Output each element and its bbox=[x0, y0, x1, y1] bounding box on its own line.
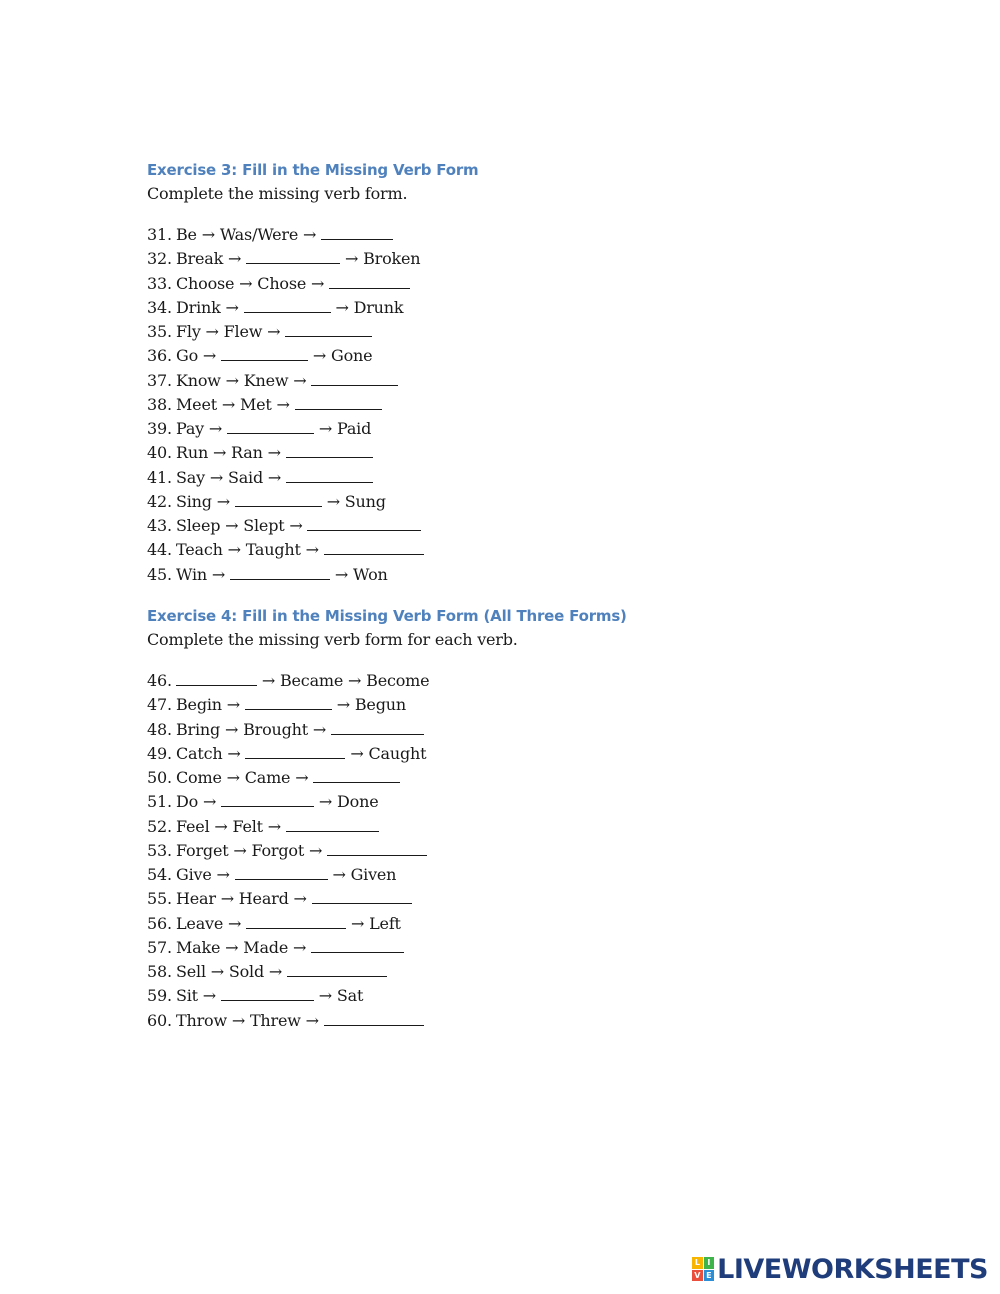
arrow-icon: → bbox=[300, 540, 324, 560]
verb-form: Forget bbox=[176, 840, 229, 860]
answer-blank[interactable] bbox=[245, 695, 332, 710]
arrow-icon: → bbox=[331, 695, 355, 715]
verb-form: Leave bbox=[176, 913, 224, 933]
verb-item bbox=[147, 839, 627, 863]
item-number: 49. bbox=[147, 743, 172, 763]
verb-form: Drink bbox=[176, 297, 221, 317]
answer-blank[interactable] bbox=[286, 443, 373, 458]
verb-form: Teach bbox=[176, 540, 223, 560]
item-number: 45. bbox=[147, 564, 172, 584]
arrow-icon: → bbox=[314, 419, 337, 438]
verb-form: Begin bbox=[176, 695, 222, 715]
answer-blank[interactable] bbox=[244, 298, 331, 313]
item-number: 40. bbox=[147, 443, 172, 463]
verb-item bbox=[147, 936, 627, 960]
arrow-icon: → bbox=[306, 273, 330, 293]
verb-form: Say bbox=[176, 467, 205, 487]
verb-form: Make bbox=[176, 937, 221, 957]
arrow-icon: → bbox=[220, 516, 244, 535]
verb-item bbox=[147, 417, 478, 441]
arrow-icon: → bbox=[263, 467, 286, 487]
logo-badge-letter: L bbox=[692, 1257, 703, 1269]
arrow-icon: → bbox=[327, 865, 351, 884]
verb-item bbox=[147, 742, 627, 766]
exercise-4-items bbox=[147, 669, 627, 1033]
item-number: 51. bbox=[147, 792, 172, 812]
arrow-icon: → bbox=[264, 962, 287, 981]
arrow-icon: → bbox=[257, 671, 280, 690]
item-number: 46. bbox=[147, 671, 172, 690]
verb-form: Run bbox=[176, 443, 209, 463]
arrow-icon: → bbox=[205, 962, 229, 981]
verb-form: Sing bbox=[176, 491, 212, 511]
verb-form: Came bbox=[244, 768, 291, 787]
verb-form: Bring bbox=[176, 719, 221, 739]
verb-form: Be bbox=[176, 225, 197, 244]
item-number: 60. bbox=[147, 1010, 172, 1030]
arrow-icon: → bbox=[221, 768, 245, 787]
verb-item bbox=[147, 466, 478, 490]
verb-item bbox=[147, 538, 478, 562]
verb-item bbox=[147, 247, 478, 271]
answer-blank[interactable] bbox=[295, 395, 382, 410]
answer-blank[interactable] bbox=[331, 720, 424, 735]
item-number: 43. bbox=[147, 516, 172, 535]
verb-form: Paid bbox=[337, 419, 372, 438]
answer-blank[interactable] bbox=[307, 516, 421, 531]
verb-item bbox=[147, 887, 627, 911]
answer-blank[interactable] bbox=[286, 468, 373, 483]
arrow-icon: → bbox=[197, 986, 221, 1006]
verb-form: Come bbox=[176, 768, 222, 787]
arrow-icon: → bbox=[220, 370, 244, 390]
exercise-3-items bbox=[147, 223, 478, 587]
answer-blank[interactable] bbox=[235, 492, 322, 507]
verb-form: Knew bbox=[243, 370, 289, 390]
verb-form: Sit bbox=[176, 986, 198, 1006]
arrow-icon: → bbox=[228, 840, 252, 860]
answer-blank[interactable] bbox=[245, 744, 345, 759]
arrow-icon: → bbox=[290, 768, 314, 787]
item-number: 34. bbox=[147, 297, 172, 317]
item-number: 39. bbox=[147, 419, 172, 438]
verb-form: Left bbox=[369, 913, 401, 933]
logo-badge-icon bbox=[692, 1257, 714, 1281]
verb-form: Forgot bbox=[251, 840, 305, 860]
verb-item bbox=[147, 718, 627, 742]
verb-form: Caught bbox=[368, 743, 427, 763]
verb-item bbox=[147, 563, 478, 587]
verb-form: Done bbox=[337, 792, 379, 812]
arrow-icon: → bbox=[222, 743, 246, 763]
arrow-icon: → bbox=[204, 419, 228, 438]
answer-blank[interactable] bbox=[227, 419, 314, 434]
verb-form: Feel bbox=[176, 816, 210, 836]
verb-form: Break bbox=[176, 249, 224, 269]
exercise-4-instruction: Complete the missing verb form for each verb. bbox=[147, 630, 518, 649]
item-number: 59. bbox=[147, 986, 172, 1006]
arrow-icon: → bbox=[345, 743, 369, 763]
arrow-icon: → bbox=[346, 913, 370, 933]
verb-form: Begun bbox=[354, 695, 406, 715]
item-number: 57. bbox=[147, 937, 172, 957]
verb-form: Catch bbox=[176, 743, 223, 763]
verb-form: Pay bbox=[176, 419, 205, 438]
item-number: 32. bbox=[147, 249, 172, 269]
arrow-icon: → bbox=[284, 516, 308, 535]
arrow-icon: → bbox=[200, 322, 224, 341]
item-number: 37. bbox=[147, 370, 172, 390]
logo-badge-letter: I bbox=[704, 1257, 715, 1269]
item-number: 38. bbox=[147, 394, 172, 414]
answer-blank[interactable] bbox=[285, 322, 372, 337]
verb-item bbox=[147, 766, 627, 790]
item-number: 47. bbox=[147, 695, 172, 715]
arrow-icon: → bbox=[288, 370, 312, 390]
item-number: 33. bbox=[147, 273, 172, 293]
verb-form: Sold bbox=[228, 962, 265, 981]
answer-blank[interactable] bbox=[312, 889, 412, 904]
arrow-icon: → bbox=[220, 297, 244, 317]
arrow-icon: → bbox=[223, 249, 247, 269]
arrow-icon: → bbox=[223, 913, 247, 933]
verb-item bbox=[147, 272, 478, 296]
verb-form: Sell bbox=[176, 962, 206, 981]
verb-form: Felt bbox=[232, 816, 263, 836]
verb-item bbox=[147, 912, 627, 936]
verb-form: Give bbox=[176, 865, 212, 884]
verb-form: Slept bbox=[243, 516, 285, 535]
item-number: 50. bbox=[147, 768, 172, 787]
arrow-icon: → bbox=[198, 792, 222, 812]
answer-blank[interactable] bbox=[311, 938, 404, 953]
answer-blank[interactable] bbox=[324, 540, 424, 555]
verb-form: Met bbox=[239, 394, 272, 414]
arrow-icon: → bbox=[343, 671, 367, 690]
arrow-icon: → bbox=[329, 564, 353, 584]
verb-form: Meet bbox=[176, 394, 217, 414]
verb-form: Throw bbox=[176, 1010, 227, 1030]
verb-form: Brought bbox=[243, 719, 308, 739]
arrow-icon: → bbox=[198, 346, 221, 366]
arrow-icon: → bbox=[196, 225, 220, 244]
answer-blank[interactable] bbox=[327, 841, 427, 856]
item-number: 58. bbox=[147, 962, 172, 981]
answer-blank[interactable] bbox=[311, 371, 398, 386]
item-number: 52. bbox=[147, 816, 172, 836]
answer-blank[interactable] bbox=[176, 671, 257, 686]
arrow-icon: → bbox=[204, 467, 228, 487]
answer-blank[interactable] bbox=[221, 792, 314, 807]
arrow-icon: → bbox=[308, 346, 331, 366]
arrow-icon: → bbox=[330, 297, 354, 317]
item-number: 44. bbox=[147, 540, 172, 560]
item-number: 54. bbox=[147, 865, 172, 884]
arrow-icon: → bbox=[220, 937, 244, 957]
verb-form: Know bbox=[176, 370, 221, 390]
answer-blank[interactable] bbox=[286, 817, 379, 832]
exercise-3-title: Exercise 3: Fill in the Missing Verb Form bbox=[147, 161, 479, 179]
verb-form: Win bbox=[176, 564, 207, 584]
answer-blank[interactable] bbox=[235, 865, 328, 880]
exercise-3-instruction: Complete the missing verb form. bbox=[147, 184, 408, 203]
verb-item bbox=[147, 960, 627, 984]
item-number: 53. bbox=[147, 840, 172, 860]
verb-form: Gone bbox=[330, 346, 373, 366]
verb-form: Flew bbox=[223, 322, 263, 341]
verb-form: Do bbox=[176, 792, 199, 812]
verb-item bbox=[147, 296, 478, 320]
verb-form: Sat bbox=[336, 986, 364, 1006]
verb-form: Broken bbox=[363, 249, 421, 269]
logo-text: LIVEWORKSHEETS bbox=[717, 1253, 988, 1285]
verb-form: Given bbox=[350, 865, 397, 884]
verb-form: Threw bbox=[249, 1010, 301, 1030]
verb-form: Ran bbox=[231, 443, 263, 463]
verb-item bbox=[147, 1009, 627, 1033]
verb-form: Was/Were bbox=[219, 225, 299, 244]
arrow-icon: → bbox=[220, 719, 244, 739]
verb-form: Won bbox=[352, 564, 388, 584]
answer-blank[interactable] bbox=[321, 225, 393, 240]
verb-item bbox=[147, 441, 478, 465]
arrow-icon: → bbox=[221, 695, 245, 715]
answer-blank[interactable] bbox=[221, 346, 308, 361]
arrow-icon: → bbox=[207, 564, 230, 584]
item-number: 31. bbox=[147, 225, 172, 244]
exercise-4-title: Exercise 4: Fill in the Missing Verb Form (All Three Forms) bbox=[147, 607, 627, 625]
arrow-icon: → bbox=[300, 1010, 324, 1030]
arrow-icon: → bbox=[226, 1010, 250, 1030]
arrow-icon: → bbox=[211, 491, 235, 511]
arrow-icon: → bbox=[216, 394, 240, 414]
answer-blank[interactable] bbox=[246, 249, 340, 264]
verb-form: Drunk bbox=[353, 297, 404, 317]
verb-form: Made bbox=[243, 937, 289, 957]
verb-form: Sleep bbox=[176, 516, 221, 535]
arrow-icon: → bbox=[262, 322, 286, 341]
verb-item bbox=[147, 693, 627, 717]
exercise-3-section bbox=[147, 158, 478, 587]
item-number: 48. bbox=[147, 719, 172, 739]
verb-item bbox=[147, 514, 478, 538]
arrow-icon: → bbox=[234, 273, 258, 293]
arrow-icon: → bbox=[262, 443, 286, 463]
answer-blank[interactable] bbox=[287, 962, 387, 977]
arrow-icon: → bbox=[288, 889, 312, 909]
verb-form: Said bbox=[227, 467, 263, 487]
arrow-icon: → bbox=[314, 792, 338, 812]
verb-form: Become bbox=[366, 671, 430, 690]
arrow-icon: → bbox=[298, 225, 322, 244]
item-number: 55. bbox=[147, 889, 172, 909]
arrow-icon: → bbox=[321, 491, 345, 511]
answer-blank[interactable] bbox=[324, 1011, 424, 1026]
arrow-icon: → bbox=[222, 540, 246, 560]
exercise-4-section bbox=[147, 604, 627, 1033]
verb-item bbox=[147, 393, 478, 417]
logo-badge-letter: V bbox=[692, 1270, 703, 1282]
verb-item bbox=[147, 815, 627, 839]
logo-badge-letter: E bbox=[704, 1270, 715, 1282]
arrow-icon: → bbox=[271, 394, 295, 414]
arrow-icon: → bbox=[211, 865, 235, 884]
verb-form: Choose bbox=[176, 273, 235, 293]
verb-item bbox=[147, 320, 478, 344]
arrow-icon: → bbox=[313, 986, 337, 1006]
item-number: 36. bbox=[147, 346, 172, 366]
verb-item bbox=[147, 344, 478, 368]
arrow-icon: → bbox=[209, 816, 233, 836]
verb-item bbox=[147, 669, 627, 693]
verb-form: Go bbox=[176, 346, 199, 366]
item-number: 35. bbox=[147, 322, 172, 341]
verb-form: Sung bbox=[344, 491, 386, 511]
arrow-icon: → bbox=[208, 443, 232, 463]
arrow-icon: → bbox=[304, 840, 328, 860]
verb-form: Taught bbox=[245, 540, 301, 560]
arrow-icon: → bbox=[262, 816, 286, 836]
arrow-icon: → bbox=[215, 889, 239, 909]
answer-blank[interactable] bbox=[246, 914, 346, 929]
verb-item bbox=[147, 863, 627, 887]
verb-item bbox=[147, 984, 627, 1008]
liveworksheets-logo bbox=[692, 1254, 988, 1284]
arrow-icon: → bbox=[340, 249, 364, 269]
verb-form: Fly bbox=[176, 322, 201, 341]
verb-form: Hear bbox=[176, 889, 216, 909]
verb-item bbox=[147, 490, 478, 514]
item-number: 41. bbox=[147, 467, 172, 487]
answer-blank[interactable] bbox=[313, 768, 400, 783]
item-number: 42. bbox=[147, 491, 172, 511]
verb-form: Became bbox=[279, 671, 344, 690]
arrow-icon: → bbox=[307, 719, 331, 739]
verb-item bbox=[147, 369, 478, 393]
verb-item bbox=[147, 790, 627, 814]
item-number: 56. bbox=[147, 913, 172, 933]
answer-blank[interactable] bbox=[230, 565, 330, 580]
verb-item bbox=[147, 223, 478, 247]
answer-blank[interactable] bbox=[221, 986, 314, 1001]
verb-form: Heard bbox=[238, 889, 289, 909]
answer-blank[interactable] bbox=[329, 274, 410, 289]
arrow-icon: → bbox=[288, 937, 312, 957]
verb-form: Chose bbox=[257, 273, 307, 293]
